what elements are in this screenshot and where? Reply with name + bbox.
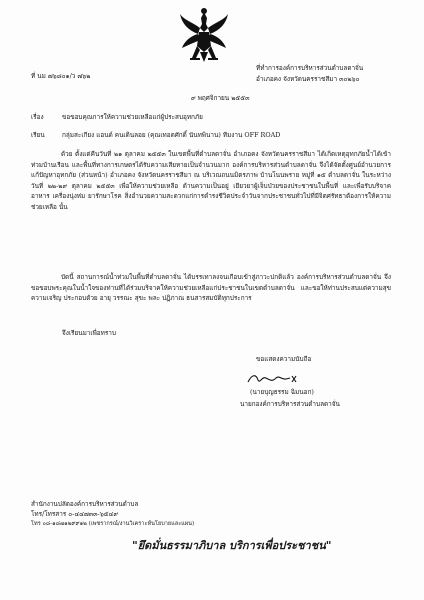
document-number: ที่ นม ๗๖๘๐๑/ว ๗๖๒ bbox=[31, 72, 91, 80]
body-paragraph-1: ด้วย ตั้งแต่คืนวันที่ ๒๑ ตุลาคม ๒๕๕๓ ในเขตพื้นที่ตำบลดาจั่น อำเภอคง จังหวัดนครราชสีมา ได้เกิดเหตุอุทกภัยน้ำได้เข้าท่วมบ้านเรือน และพื้นที่ทางการเกษตรได้รับความเสียหายเป็นจำนวนมาก องค์การบริหารส่วนตำบลดาจั่น จึงได้จัดตั้งศูนย์อำนวยการแก้ปัญหาอุทกภัย (ส่วนหน้า) อำเภอคง จังหวัดนครราชสีมา ณ บริเวณถนนมิตรภาพ บ้านโนนพราย หมู่ที่ ๑๕ ตำบลดาจั่น ในระหว่างวันที่ ๒๒-๒๙ ตุลาคม ๒๕๕๓ เพื่อให้ความช่วยเหลือ ด้านความเป็นอยู่ เยียวยาผู้เจ็บป่วยของประชาชนในพื้นที่ และเพื่อรับบริจาคอาหาร เครื่องนุ่งห่ม ยารักษาโรค สิ่งอำนวยความสะดวกแก่การดำรงชีวิตประจำวันจากประชาชนทั่วไปที่มีจิตศรัทธาต้องการให้ความช่วยเหลือ นั้น bbox=[31, 150, 391, 211]
garuda-emblem-icon bbox=[178, 6, 230, 66]
signer-position: นายกองค์การบริหารส่วนตำบลดาจั่น bbox=[240, 400, 340, 408]
office-address: อำเภอคง จังหวัดนครราชสีมา ๓๐๒๖๐ bbox=[256, 75, 360, 83]
footer-phone: โทร/โทรสาร ๐-๔๔๗๓๓-๖๕๔๙ bbox=[31, 510, 119, 518]
letter-date: ๙ พฤศจิกายน ๒๕๕๓ bbox=[191, 94, 250, 102]
subject-label: เรื่อง bbox=[31, 113, 44, 121]
closing-salutation: ขอแสดงความนับถือ bbox=[256, 355, 312, 363]
office-name: ที่ทำการองค์การบริหารส่วนตำบลดาจั่น bbox=[256, 64, 364, 72]
signer-name: (นายบุญธรรม ฉิมนอก) bbox=[250, 388, 314, 396]
recipient-text: กลุ่มสะเกียง แอนด์ คนเดินลอย (คุณเทอดศักดิ์ นันทพินาน) ทีมงาน OFF ROAD bbox=[62, 131, 281, 139]
office-motto: "ยึดมั่นธรรมาภิบาล บริการเพื่อประชาชน" bbox=[132, 539, 332, 552]
recipient-label: เรียน bbox=[31, 131, 45, 139]
footer-department: สำนักงานปลัดองค์การบริหารส่วนตำบล bbox=[31, 500, 139, 508]
closing-request: จึงเรียนมาเพื่อทราบ bbox=[62, 329, 116, 337]
body-paragraph-2: บัดนี้ สถานการณ์น้ำท่วมในพื้นที่ตำบลดาจั่น ได้บรรเทาลงจนเกือบเข้าสู่ภาวะปกติแล้ว องค์การบริหารส่วนตำบลดาจั่น จึงขอขอบพระคุณในน้ำใจของท่านที่ได้ร่วมบริจาคให้ความช่วยเหลือแก่ประชาชนในเขตตำบลดาจั่น และขอให้ท่านประสบแต่ความสุข ความเจริญ ประกอบด้วย อายุ วรรณะ สุขะ พละ ปฏิภาณ ธนสารสมบัติทุกประการ bbox=[31, 273, 391, 303]
footer-mobile: โทร ๐๘-๑๘๗๑๒๙๙๑๒ (เพชรากรณ์/งานวิเคราะห์นโยบายและแผน) bbox=[31, 521, 195, 527]
subject-text: ขอขอบคุณการให้ความช่วยเหลือแก่ผู้ประสบอุทกภัย bbox=[62, 113, 203, 121]
handwritten-signature-icon bbox=[246, 372, 306, 386]
